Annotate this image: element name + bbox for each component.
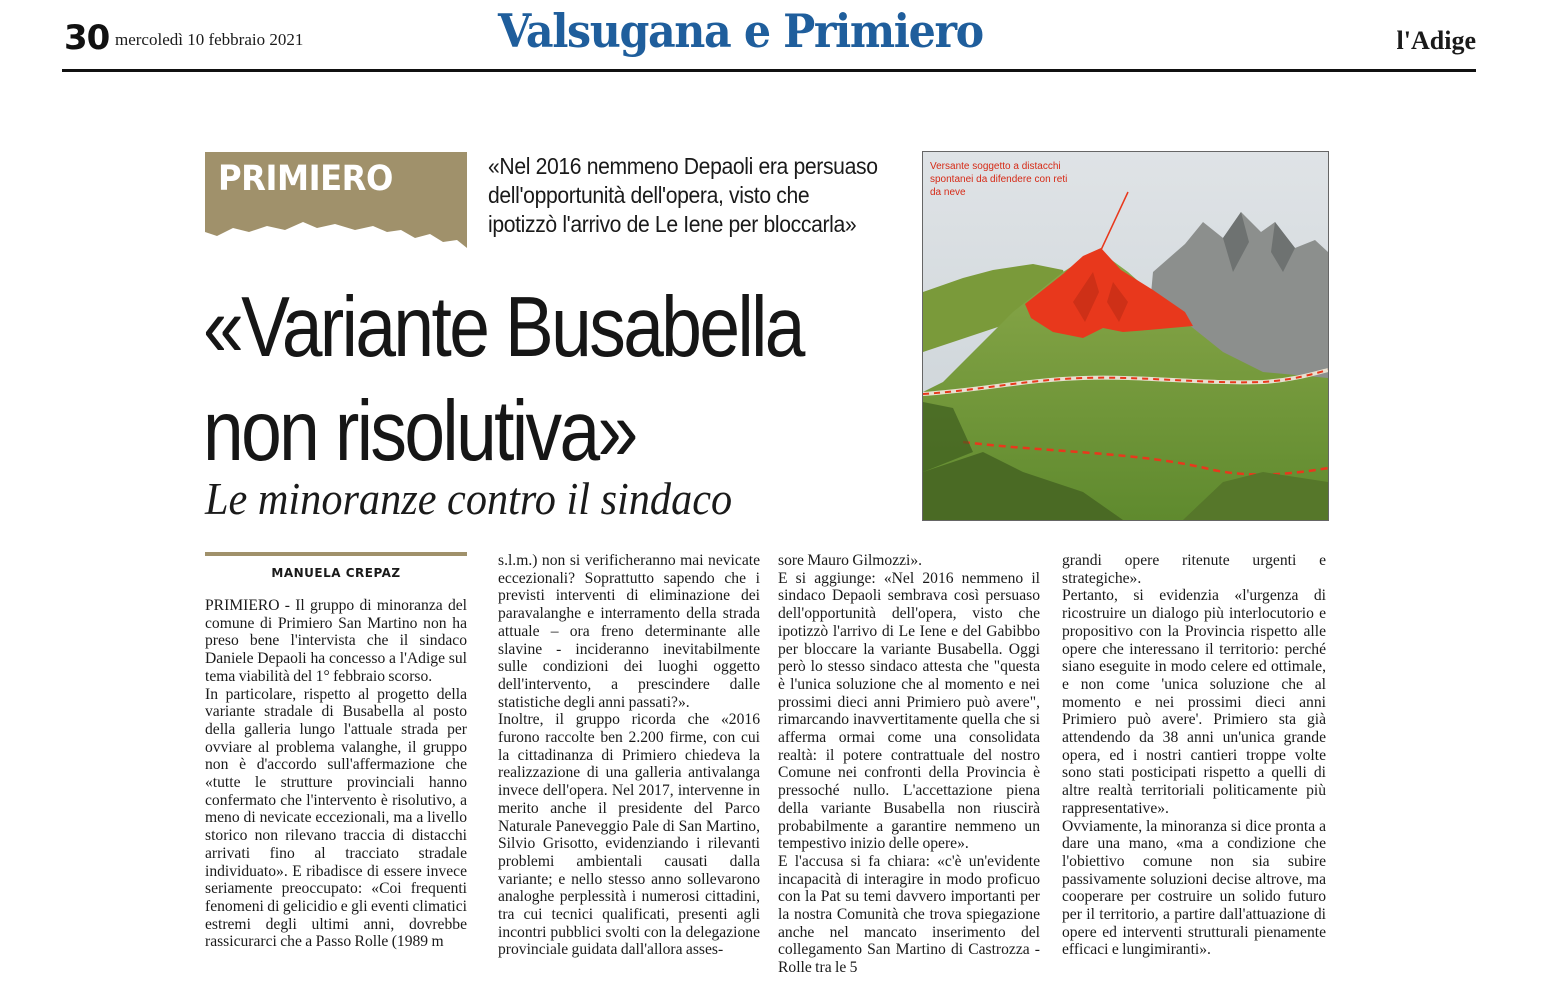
headline-line: «Variante Busabella xyxy=(203,280,803,375)
pull-quote xyxy=(488,152,908,239)
paragraph: Pertanto, si evidenzia «l'urgenza di ricostruire un dialogo più interlocutorio e propositivo con la Provincia rispetto alle opere che interessano il territorio: perché siano eseguite in modo celere ed ottimale, e non come 'unica soluzione che al momento e nei prossimi dieci anni Primiero può avere'. Primiero sta già attendendo da 38 anni un'unica grande opera, ed i nostri cantieri troppe volte sono stati posticipati rispetto a quelli di altre realtà territoriali politicamente più rappresentative». xyxy=(1062,587,1326,817)
section-title: Valsugana e Primiero xyxy=(498,4,983,58)
paragraph: Ovviamente, la minoranza si dice pronta a dare una mano, «ma a condizione che l'obiettivo comune non sia subire passivamente soluzioni decise altrove, ma cooperare per costruire un solido futuro per il territorio, a partire dall'attuazione di opere ed interventi strutturali pienamente efficaci e lungimiranti». xyxy=(1062,817,1326,959)
article-column-4 xyxy=(1062,552,1326,959)
mountain-landscape-image xyxy=(923,152,1328,520)
article-column-2 xyxy=(498,552,760,959)
photo-caption: Versante soggetto a distacchi spontanei da difendere con reti da neve xyxy=(930,161,1068,198)
subheadline: Le minoranze contro il sindaco xyxy=(205,474,733,524)
byline: MANUELA CREPAZ xyxy=(271,566,401,580)
headline-line: non risolutiva» xyxy=(203,384,636,479)
paragraph: grandi opere ritenute urgenti e strategiche». xyxy=(1062,552,1326,587)
paragraph: E si aggiunge: «Nel 2016 nemmeno il sindaco Depaoli sembrava così persuaso dell'opportunità dell'opera, visto che ipotizzò l'arrivo di Le Iene e del Gabibbo per bloccare la variante Busabella. Oggi però lo stesso sindaco attesta che "questa è l'unica soluzione che al momento e nei prossimi dieci anni Primiero può avere", rimarcando inavvertitamente quella che si afferma ormai come una consolidata realtà: il potere contrattuale del nostro Comune nei confronti della Provincia è pressoché nullo. L'accettazione piena della variante Busabella non riuscirà probabilmente a garantire nemmeno un tempestivo inizio delle opere». xyxy=(778,569,1040,853)
kicker-label: PRIMIERO xyxy=(218,159,393,199)
pull-quote-line: «Nel 2016 nemmeno Depaoli era persuaso xyxy=(488,153,878,179)
newspaper-masthead: l'Adige xyxy=(1396,26,1476,55)
pull-quote-line: dell'opportunità dell'opera, visto che xyxy=(488,182,810,208)
paragraph: s.l.m.) non si verificheranno mai nevicate eccezionali? Soprattutto sapendo che i previsti interventi di eliminazione dei paravalanghe e interramento della strada attuale – ora freno determinante alle slavine - incideranno inevitabilmente sulle condizioni dei luoghi oggetto dell'intervento, a prescindere dalle statistiche degli anni passati?». xyxy=(498,552,760,711)
mountain-photo xyxy=(922,151,1329,521)
paragraph: Inoltre, il gruppo ricorda che «2016 furono raccolte ben 2.200 firme, con cui la cittadinanza di Primiero chiedeva la realizzazione di una galleria antivalanga invece dell'opera. Nel 2017, intervenne in merito anche il presidente del Parco Naturale Paneveggio Pale di San Martino, Silvio Grisotto, evidenziando i rilevanti problemi ambientali causati dalla variante; e nello stesso anno sollevarono analoghe perplessità i numerosi cittadini, tra cui tecnici qualificati, presenti agli incontri pubblici svolti con la delegazione provinciale guidata dall'allora asses- xyxy=(498,711,760,959)
article-column-3 xyxy=(778,552,1040,977)
pull-quote-line: ipotizzò l'arrivo de Le Iene per bloccarla» xyxy=(488,211,857,237)
article-column-1 xyxy=(205,597,467,951)
byline-rule xyxy=(205,552,467,556)
header-rule xyxy=(62,69,1476,72)
paragraph: sore Mauro Gilmozzi». xyxy=(778,552,923,569)
issue-date: mercoledì 10 febbraio 2021 xyxy=(115,30,304,49)
paragraph: PRIMIERO - Il gruppo di minoranza del comune di Primiero San Martino non ha preso bene l'intervista che il sindaco Daniele Depaoli ha concesso a l'Adige sul tema viabilità del 1° febbraio scorso. xyxy=(205,597,467,685)
headline xyxy=(203,276,901,484)
paragraph: In particolare, rispetto al progetto della variante stradale di Busabella al posto della galleria lungo l'attuale strada per ovviare al problema valanghe, il gruppo non è d'accordo sull'affermazione che «tutte le strutture provinciali hanno confermato che l'intervento è risolutivo, a meno di nevicate eccezionali, ma a livello storico non rilevano traccia di distacchi arrivati fino al tracciato stradale individuato». E ribadisce di essere invece seriamente preoccupato: «Coi frequenti fenomeni di gelicidio e gli eventi climatici estremi degli ultimi anni, dovrebbe rassicurarci che a Passo Rolle (1989 m xyxy=(205,685,468,951)
page-number: 30 xyxy=(64,18,110,58)
paragraph: E l'accusa si fa chiara: «c'è un'evidente incapacità di interagire in modo proficuo con la Pat su temi davvero importanti per la nostra Comunità che trova spiegazione anche nel mancato inserimento del collegamento San Martino di Castrozza - Rolle tra le 5 xyxy=(778,852,1040,977)
